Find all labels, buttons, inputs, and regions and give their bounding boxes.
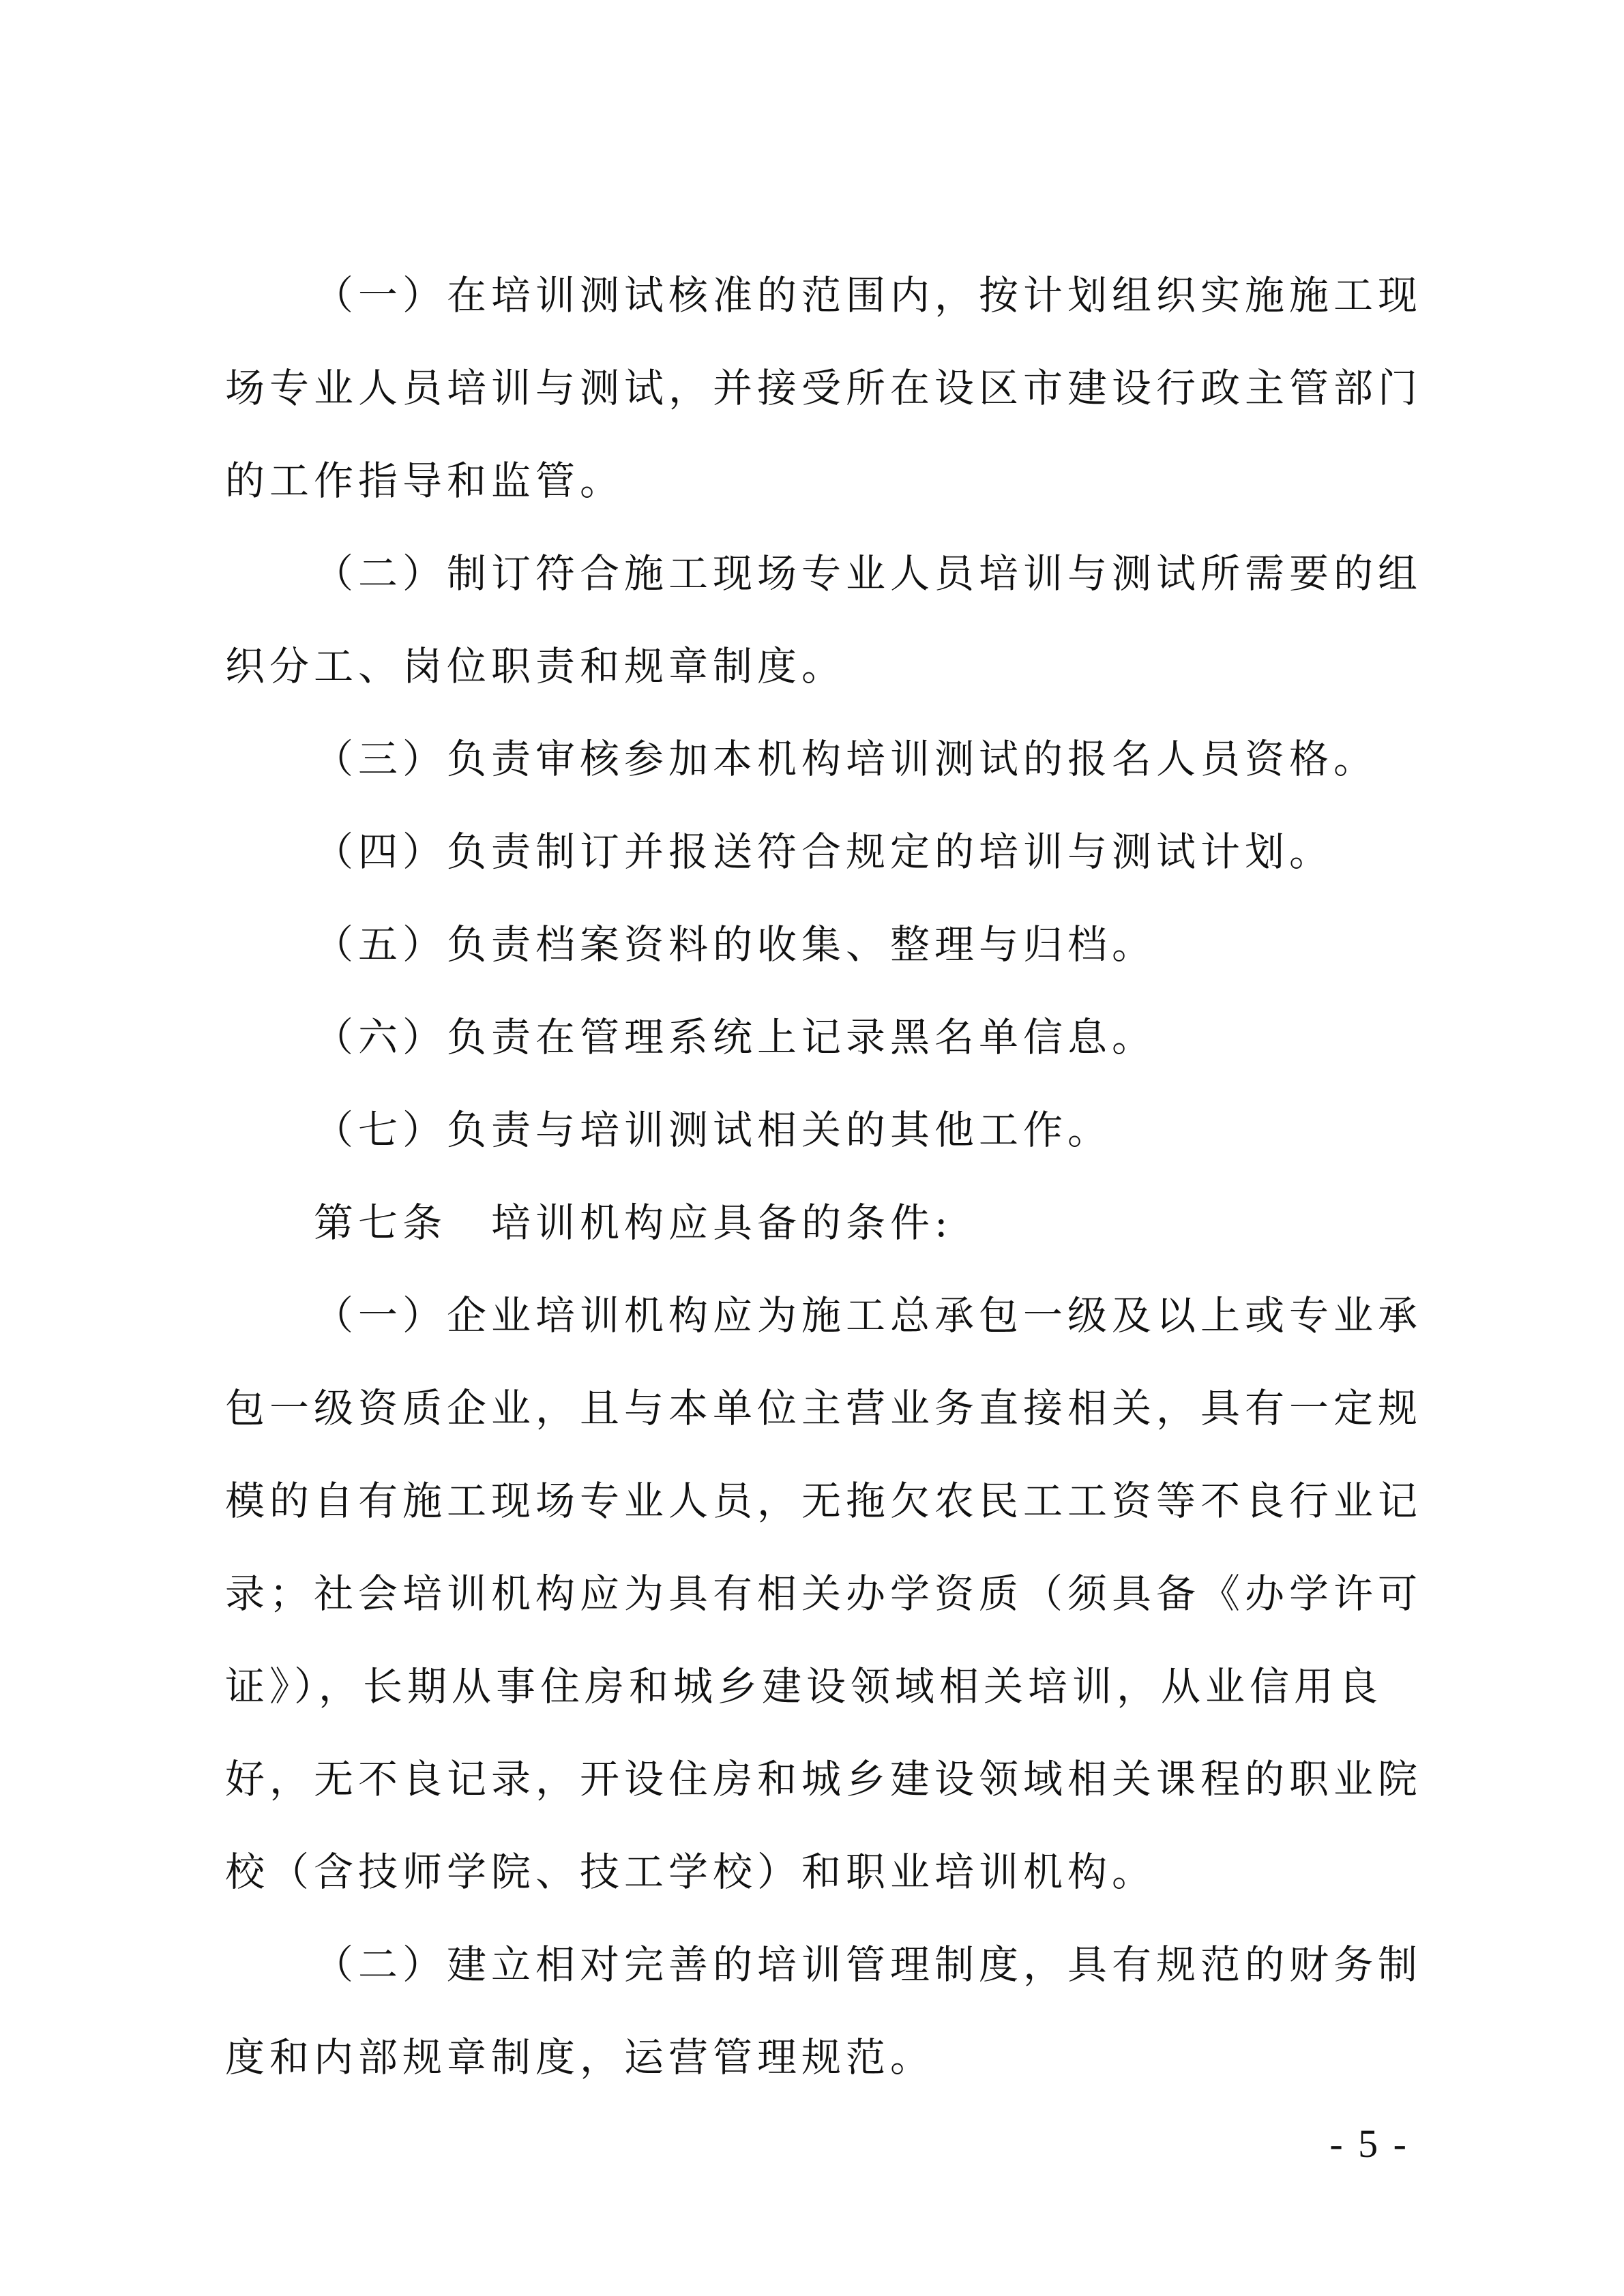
text-line: （七）负责与培训测试相关的其他工作。	[314, 1107, 1112, 1153]
text-line: （一）企业培训机构应为施工总承包一级及以上或专业承	[314, 1292, 1423, 1339]
text-line: （二）建立相对完善的培训管理制度，具有规范的财务制	[314, 1941, 1423, 1988]
paragraph-responsibility-4	[225, 805, 1412, 898]
text-line: 第七条 培训机构应具备的条件:	[314, 1199, 953, 1246]
paragraph-responsibility-6	[225, 991, 1412, 1084]
text-line: 好，无不良记录，开设住房和城乡建设领域相关课程的职业院	[225, 1756, 1423, 1802]
document-body	[225, 249, 1423, 2104]
text-line: （一）在培训测试核准的范围内，按计划组织实施施工现	[314, 272, 1423, 318]
page-number: - 5 -	[1329, 2121, 1409, 2166]
paragraph-responsibility-3	[225, 713, 1412, 805]
text-line: 录；社会培训机构应为具有相关办学资质（须具备《办学许可	[225, 1570, 1423, 1617]
text-line: 场专业人员培训与测试，并接受所在设区市建设行政主管部门	[225, 365, 1423, 411]
paragraph-condition-1	[225, 1269, 1423, 1918]
article-heading	[225, 1176, 1412, 1269]
paragraph-responsibility-5	[225, 898, 1412, 991]
text-line: （五）负责档案资料的收集、整理与归档。	[314, 921, 1157, 968]
text-line: 证》），长期从事住房和城乡建设领域相关培训，从业信用良	[225, 1663, 1383, 1710]
text-line: （四）负责制订并报送符合规定的培训与测试计划。	[314, 829, 1334, 875]
text-line: （二）制订符合施工现场专业人员培训与测试所需要的组	[314, 550, 1423, 597]
text-line: （六）负责在管理系统上记录黑名单信息。	[314, 1014, 1157, 1060]
text-line: 织分工、岗位职责和规章制度。	[225, 643, 846, 689]
text-line: （三）负责审核参加本机构培训测试的报名人员资格。	[314, 736, 1378, 782]
paragraph-responsibility-1	[225, 249, 1423, 527]
text-line: 度和内部规章制度，运营管理规范。	[225, 2034, 935, 2081]
text-line: 的工作指导和监管。	[225, 458, 625, 504]
paragraph-responsibility-2	[225, 527, 1423, 713]
text-line: 包一级资质企业，且与本单位主营业务直接相关，具有一定规	[225, 1385, 1423, 1431]
text-line: 模的自有施工现场专业人员，无拖欠农民工工资等不良行业记	[225, 1478, 1423, 1524]
paragraph-responsibility-7	[225, 1084, 1412, 1176]
paragraph-condition-2	[225, 1918, 1423, 2104]
text-line: 校（含技师学院、技工学校）和职业培训机构。	[225, 1849, 1157, 1895]
